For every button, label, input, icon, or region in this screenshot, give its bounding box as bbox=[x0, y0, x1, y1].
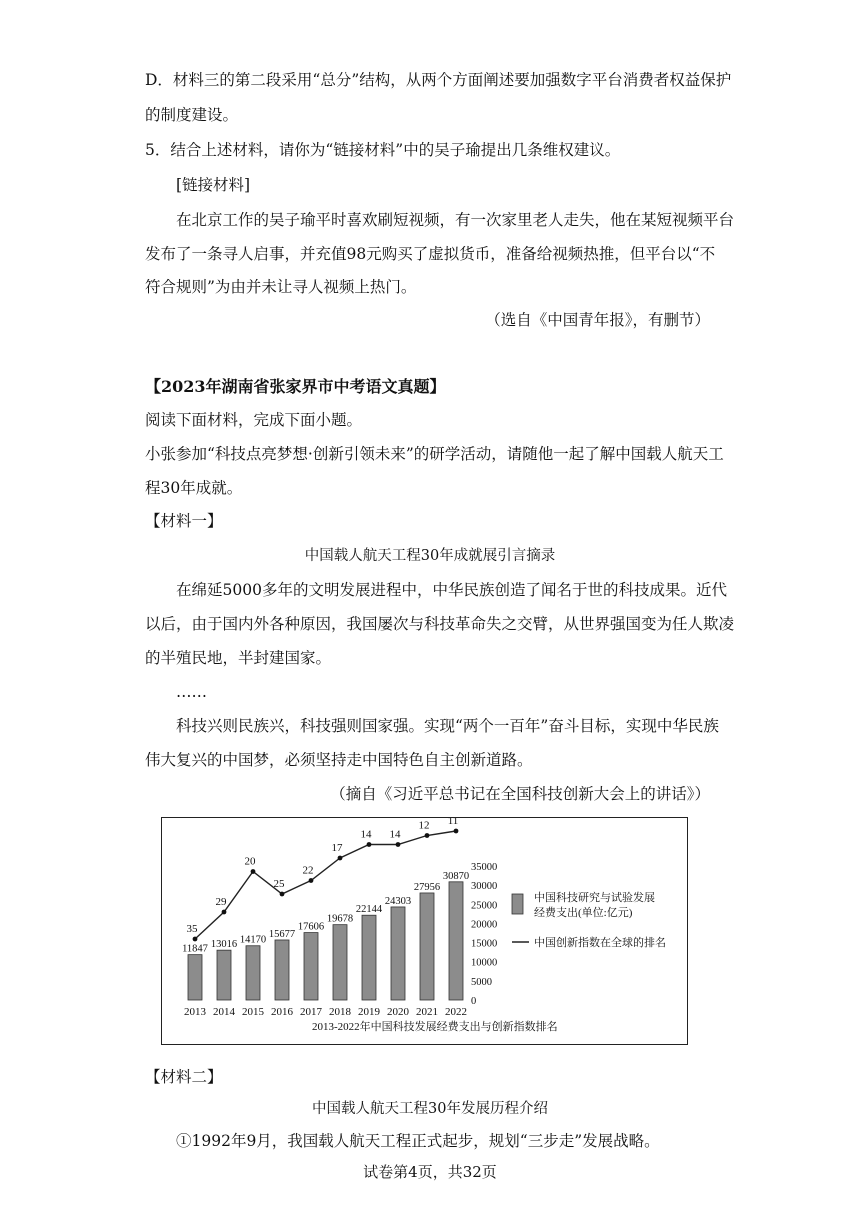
material-2-title: 中国载人航天工程30年发展历程介绍 bbox=[312, 1101, 548, 1117]
y-tick-30000: 30000 bbox=[471, 881, 498, 893]
rank-label-2013: 35 bbox=[186, 923, 198, 935]
bar-2020 bbox=[391, 907, 405, 1000]
chart-title: 2013-2022年中国科技发展经费支出与创新指数排名 bbox=[312, 1021, 558, 1033]
x-tick-2013: 2013 bbox=[184, 1006, 206, 1018]
bar-label-2018: 19678 bbox=[326, 913, 354, 925]
y-tick-25000: 25000 bbox=[471, 900, 498, 912]
x-tick-2021: 2021 bbox=[416, 1006, 438, 1018]
source-note-2: （摘自《习近平总书记在全国科技创新大会上的讲话》） bbox=[330, 785, 710, 803]
intro-line2: 程30年成就。 bbox=[145, 479, 243, 497]
rank-label-2018: 17 bbox=[331, 842, 343, 854]
rank-point-2022 bbox=[454, 829, 459, 834]
rank-point-2016 bbox=[280, 892, 285, 897]
material-1-title: 中国载人航天工程30年成就展引言摘录 bbox=[304, 548, 556, 564]
link-material-label: [链接材料] bbox=[176, 176, 251, 194]
rank-point-2013 bbox=[193, 937, 198, 942]
section-title: 【2023年湖南省张家界市中考语文真题】 bbox=[145, 377, 446, 396]
bar-2017 bbox=[304, 933, 318, 1000]
question-5: 5．结合上述材料，请你为“链接材料”中的吴子瑜提出几条维权建议。 bbox=[145, 141, 621, 159]
material-1-label: 【材料一】 bbox=[145, 512, 223, 530]
bar-label-2017: 17606 bbox=[297, 921, 325, 933]
x-tick-2018: 2018 bbox=[329, 1006, 351, 1018]
rank-label-2021: 12 bbox=[418, 819, 430, 832]
rank-label-2020: 14 bbox=[389, 828, 401, 841]
bar-2013 bbox=[188, 955, 202, 1000]
bar-label-2016: 15677 bbox=[268, 928, 296, 940]
bar-label-2015: 14170 bbox=[239, 934, 267, 946]
y-tick-5000: 5000 bbox=[471, 976, 492, 988]
bar-2016 bbox=[275, 940, 289, 1000]
rank-point-2019 bbox=[367, 842, 372, 847]
bar-label-2013: 11847 bbox=[182, 943, 208, 955]
y-tick-20000: 20000 bbox=[471, 919, 498, 931]
rank-point-2021 bbox=[425, 833, 430, 838]
y-tick-35000: 35000 bbox=[471, 862, 498, 873]
rank-label-2014: 29 bbox=[215, 896, 227, 908]
chart-svg bbox=[162, 818, 686, 1043]
material-1-p2: 以后，由于国内外各种原因，我国屡次与科技革命失之交臂，从世界强国变为任人欺凌 bbox=[145, 615, 735, 633]
x-tick-2014: 2014 bbox=[213, 1006, 235, 1018]
x-tick-2022: 2022 bbox=[445, 1006, 467, 1018]
legend-bar-label-1: 中国科技研究与试验发展 bbox=[534, 892, 655, 904]
bar-2022 bbox=[449, 882, 463, 1000]
material-1-p3: 的半殖民地，半封建国家。 bbox=[145, 649, 332, 667]
bar-label-2020: 24303 bbox=[384, 895, 412, 907]
x-tick-2019: 2019 bbox=[358, 1006, 380, 1018]
bar-2015 bbox=[246, 946, 260, 1000]
x-tick-2016: 2016 bbox=[271, 1006, 293, 1018]
y-tick-15000: 15000 bbox=[471, 938, 498, 950]
rank-point-2015 bbox=[251, 869, 256, 874]
legend-line-label: 中国创新指数在全球的排名 bbox=[534, 937, 666, 949]
rank-label-2022: 11 bbox=[447, 818, 459, 827]
link-material-p2: 发布了一条寻人启事，并充值98元购买了虚拟货币，准备给视频热推，但平台以“不 bbox=[145, 245, 716, 263]
ellipsis: …… bbox=[176, 683, 207, 701]
material-1-p5: 伟大复兴的中国梦，必须坚持走中国特色自主创新道路。 bbox=[145, 751, 533, 769]
x-tick-2020: 2020 bbox=[387, 1006, 409, 1018]
bar-label-2019: 22144 bbox=[355, 904, 383, 916]
bar-2021 bbox=[420, 893, 434, 1000]
bar-2018 bbox=[333, 925, 347, 1000]
rank-point-2017 bbox=[309, 878, 314, 883]
link-material-p3: 符合规则”为由并未让寻人视频上热门。 bbox=[145, 278, 417, 296]
rank-label-2017: 22 bbox=[302, 864, 314, 877]
material-1-p1: 在绵延5000多年的文明发展进程中，中华民族创造了闻名于世的科技成果。近代 bbox=[176, 581, 727, 599]
instruction: 阅读下面材料，完成下面小题。 bbox=[145, 411, 363, 429]
x-tick-2017: 2017 bbox=[300, 1006, 322, 1018]
option-d-line2: 的制度建设。 bbox=[145, 106, 239, 124]
rank-label-2016: 25 bbox=[273, 878, 285, 890]
material-1-p4: 科技兴则民族兴，科技强则国家强。实现“两个一百年”奋斗目标，实现中华民族 bbox=[176, 717, 719, 735]
chart-frame bbox=[161, 817, 688, 1045]
rank-point-2020 bbox=[396, 842, 401, 847]
page-footer: 试卷第4页，共32页 bbox=[363, 1163, 497, 1181]
legend-bar-swatch bbox=[512, 894, 523, 914]
bar-label-2014: 13016 bbox=[210, 939, 238, 951]
link-material-p1: 在北京工作的吴子瑜平时喜欢刷短视频，有一次家里老人走失，他在某短视频平台 bbox=[176, 211, 735, 229]
source-note-1: （选自《中国青年报》，有删节） bbox=[485, 311, 710, 329]
rank-label-2019: 14 bbox=[360, 828, 372, 841]
rank-point-2018 bbox=[338, 856, 343, 861]
bar-2014 bbox=[217, 950, 231, 1000]
material-2-label: 【材料二】 bbox=[145, 1068, 223, 1086]
y-tick-0: 0 bbox=[471, 996, 477, 1007]
bar-label-2021: 27956 bbox=[413, 881, 441, 893]
y-tick-10000: 10000 bbox=[471, 957, 498, 969]
rank-point-2014 bbox=[222, 910, 227, 915]
material-2-p1: ①1992年9月，我国载人航天工程正式起步，规划“三步走”发展战略。 bbox=[176, 1132, 660, 1150]
legend-bar-label-2: 经费支出(单位:亿元) bbox=[534, 907, 633, 919]
bar-label-2022: 30870 bbox=[442, 870, 470, 882]
bar-2019 bbox=[362, 915, 376, 1000]
x-tick-2015: 2015 bbox=[242, 1006, 264, 1018]
rank-label-2015: 20 bbox=[244, 855, 256, 868]
intro-line1: 小张参加“科技点亮梦想·创新引领未来”的研学活动，请随他一起了解中国载人航天工 bbox=[145, 445, 724, 463]
option-d-line1: D．材料三的第二段采用“总分”结构，从两个方面阐述要加强数字平台消费者权益保护 bbox=[145, 71, 732, 89]
